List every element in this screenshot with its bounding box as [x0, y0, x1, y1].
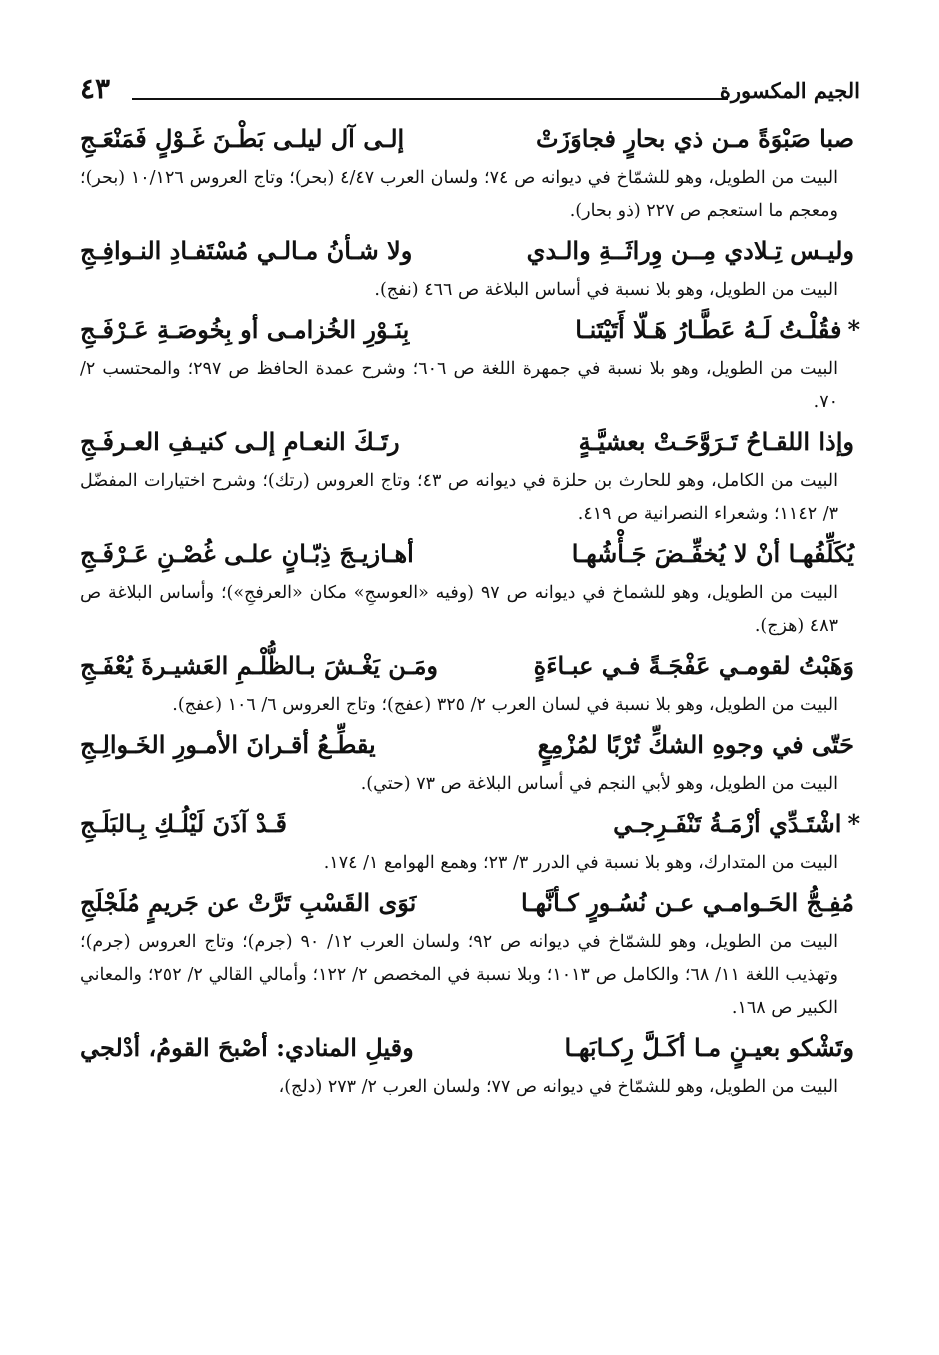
verse-line [80, 419, 860, 465]
second-hemistich: وقيلِ المنادي: أصْبحَ القومُ، أدْلجي [80, 1033, 414, 1062]
citation-note: البيت من الطويل، وهو بلا نسبة في جمهرة اللغة ص ٦٠٦؛ وشرح عمدة الحافظ ص ٢٩٧؛ والمحتسب ٢/ ٧٠. [80, 359, 838, 412]
poetry-entry [80, 801, 860, 880]
first-hemistich [579, 419, 860, 465]
citation-note: البيت من الطويل، وهو بلا نسبة في لسان العرب ٢/ ٣٢٥ (عفج)؛ وتاج العروس ٦/ ١٠٦ (عفج). [172, 695, 838, 715]
first-hemistich-text: صبا صَبْوَةً مـن ذي بحارٍ فجاوَزَتْ [535, 124, 854, 153]
citation-note: البيت من الطويل، وهو لأبي النجم في أساس البلاغة ص ٧٣ (حتي). [360, 774, 838, 794]
star-marker: * [847, 809, 860, 838]
page-header [80, 72, 860, 112]
second-hemistich: إلـى آل ليلـى بَطْـنَ غَـوْلٍ فَمَنْعَـجِ [80, 124, 405, 153]
poetry-entry [80, 228, 860, 307]
first-hemistich-text: حَتّى في وجوهِ الشكِّ تُرْبًا لمُزْمِعٍ [537, 730, 854, 759]
first-hemistich [613, 801, 860, 847]
header-rule [132, 98, 728, 100]
poetry-entry [80, 1025, 860, 1104]
poetry-entry [80, 880, 860, 1025]
first-hemistich [538, 722, 860, 768]
second-hemistich: ومَـن يَغْـشَ بـالظُّلْـمِ العَشيـرةَ يُعْفَـجِ [80, 651, 439, 680]
citation-note: البيت من الطويل، وهو للشمّاخ في ديوانه ص ٧٧؛ ولسان العرب ٢/ ٢٧٣ (دلج)، [278, 1077, 838, 1097]
poetry-entry [80, 531, 860, 643]
verse-line [80, 801, 860, 847]
poetry-entry [80, 419, 860, 531]
first-hemistich [534, 643, 860, 689]
poetry-entry [80, 722, 860, 801]
citation-note: البيت من الطويل، وهو بلا نسبة في أساس البلاغة ص ٤٦٦ (نفج). [374, 280, 838, 300]
first-hemistich [536, 116, 860, 162]
first-hemistich [565, 1025, 861, 1071]
verse-line [80, 228, 860, 274]
second-hemistich: بِنَـوْرِ الخُزامـى أو بِخُوصَـةِ عَـرْفَـجِ [80, 315, 410, 344]
citation-note: البيت من الطويل، وهو للشمّاخ في ديوانه ص ٧٤؛ ولسان العرب ٤/٤٧ (بحر)؛ وتاج العروس ١٠/١٢٦ (بحر)؛ ومعجم ما استعجم ص ٢٢٧ (ذو بحار). [80, 168, 838, 221]
first-hemistich-text: اشْتَـدِّي أزْمَـةُ تَنْفَـرِجـي [613, 809, 842, 838]
first-hemistich-text: وتَشْكو بعيـنٍ مـا أكَـلَّ رِكـابَهـا [564, 1033, 854, 1062]
verse-line [80, 722, 860, 768]
first-hemistich [575, 307, 860, 353]
first-hemistich-text: وَهَبْتُ لقومـي عَفْجَـةً فـي عبـاءَةٍ [533, 651, 854, 680]
first-hemistich [572, 531, 860, 577]
verse-line [80, 531, 860, 577]
poetry-entry [80, 116, 860, 228]
verse-line [80, 880, 860, 926]
running-title: الجيم المكسورة [719, 78, 860, 103]
citation-note: البيت من الكامل، وهو للحارث بن حلزة في ديوانه ص ٤٣؛ وتاج العروس (رتك)؛ وشرح اختيارات المفضّل ٣/ ١١٤٢؛ وشعراء النصرانية ص ٤١٩. [80, 471, 838, 524]
first-hemistich [521, 880, 860, 926]
first-hemistich-text: مُفِـجُّ الحَـوامـي عـن نُسُـورٍ كـأنَّهـا [521, 888, 854, 917]
second-hemistich: أهـازيـجَ ذِبّـانٍ علـى غُصْـنِ عَـرْفَـجِ [80, 539, 414, 568]
star-marker: * [847, 315, 860, 344]
first-hemistich [527, 228, 860, 274]
page-number: ٤٣ [80, 72, 111, 105]
verse-line [80, 116, 860, 162]
page-body [80, 116, 860, 1104]
second-hemistich: يقطِّـعُ أقـرانَ الأمـورِ الخَـوالِـجِ [80, 730, 376, 759]
verse-line [80, 307, 860, 353]
verse-line [80, 643, 860, 689]
first-hemistich-text: يُكَلِّفُهـا أنْ لا يُخفِّـضَ جَـأْشُهـا [571, 539, 854, 568]
first-hemistich-text: وإذا اللقـاحُ تَـرَوَّحَـتْ بعشيَّـةٍ [578, 427, 854, 456]
poetry-entry [80, 307, 860, 419]
second-hemistich: قَـدْ آذَنَ لَيْلُـكِ بِـالبَلَـجِ [80, 809, 287, 838]
first-hemistich-text: وليـس تِـلادي مِــن وِراثَــةِ والـدي [526, 236, 854, 265]
citation-note: البيت من الطويل، وهو للشماخ في ديوانه ص ٩٧ (وفيه «العوسجِ» مكان «العرفجِ»)؛ وأساس البلاغة ص ٤٨٣ (هزج). [80, 583, 838, 636]
second-hemistich: نَوَى القَسْبِ تَرَّتْ عن جَريمٍ مُلَجْلَجِ [80, 888, 417, 917]
first-hemistich-text: فقُلْـتُ لَـهُ عَطَّـارُ هَـلّا أَتَيْتَنـا [575, 315, 842, 344]
second-hemistich: رتَـكَ النعـامِ إلـى كنيـفِ العـرفَـجِ [80, 427, 400, 456]
citation-note: البيت من الطويل، وهو للشمّاخ في ديوانه ص ٩٢؛ ولسان العرب ١٢/ ٩٠ (جرم)؛ وتاج العروس (جرم)؛ وتهذيب اللغة ١١/ ٦٨؛ والكامل ص ١٠١٣؛ وبلا نسبة في المخصص ٢/ ١٢٢؛ وأمالي القالي ٢/ ٢٥٢؛ والمعاني الكبير ص ١٦٨. [80, 932, 838, 1018]
citation-note: البيت من المتدارك، وهو بلا نسبة في الدرر ٣/ ٢٣؛ وهمع الهوامع ١/ ١٧٤. [323, 853, 838, 873]
poetry-entry [80, 643, 860, 722]
second-hemistich: ولا شـأنُ مـالـي مُسْتَفـادِ النـوافِـجِ [80, 236, 413, 265]
verse-line [80, 1025, 860, 1071]
